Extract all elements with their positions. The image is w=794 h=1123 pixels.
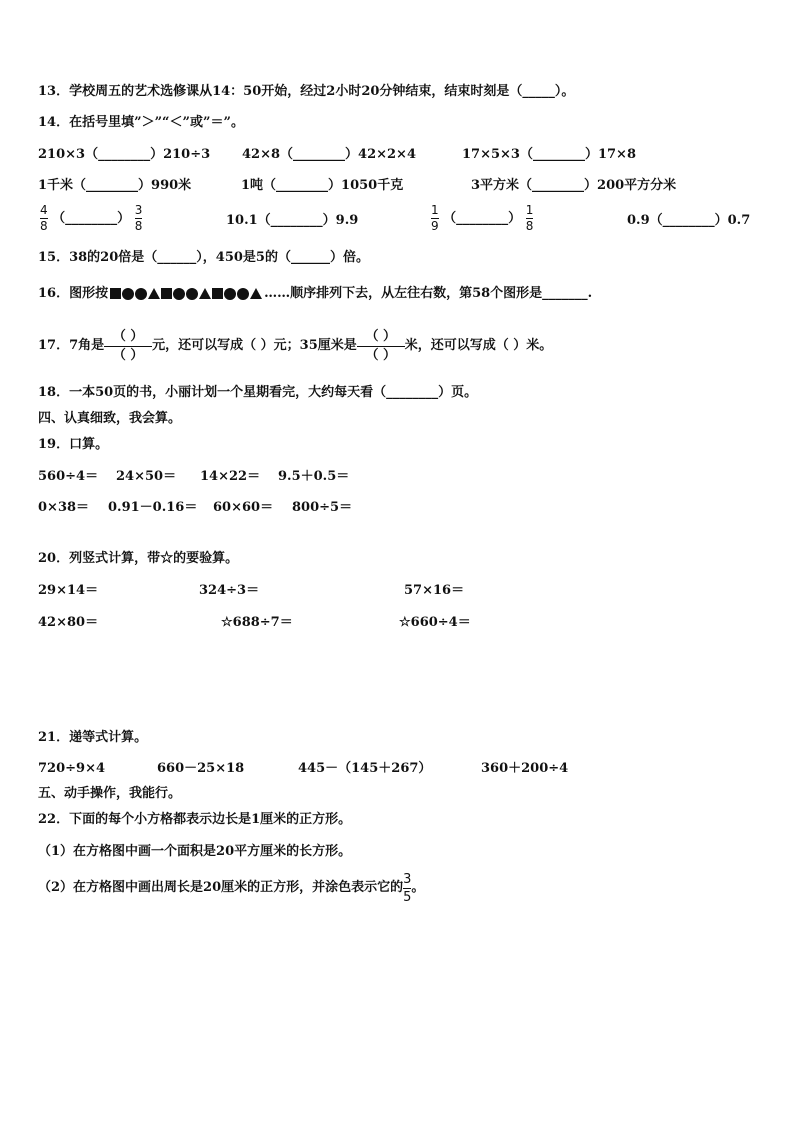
vertical-calc: 42×80＝ bbox=[38, 615, 99, 630]
question-13: 13．学校周五的艺术选修课从14：50开始，经过2小时20分钟结束，结束时刻是（_____）。 bbox=[38, 84, 575, 99]
square-shape-icon bbox=[212, 288, 223, 299]
step-calc: 660－25×18 bbox=[157, 761, 245, 776]
circle-shape-icon bbox=[237, 288, 249, 300]
oral-calc: 0.91－0.16＝ bbox=[108, 500, 198, 515]
triangle-shape-icon bbox=[250, 288, 262, 299]
fraction: $\frac{3}{8}$ bbox=[134, 203, 143, 233]
question-22-title: 22．下面的每个小方格都表示边长是1厘米的正方形。 bbox=[38, 812, 352, 827]
fraction: $\frac{1}{8}$ bbox=[525, 203, 534, 233]
step-calc: 445－（145＋267） bbox=[298, 761, 432, 776]
oral-calc: 14×22＝ bbox=[200, 469, 261, 484]
fraction-blank: （ ） （ ） bbox=[104, 328, 152, 365]
compare-item: 1千米（________）990米 bbox=[38, 178, 192, 193]
question-20-title: 20．列竖式计算，带☆的要验算。 bbox=[38, 551, 239, 566]
square-shape-icon bbox=[161, 288, 172, 299]
section-5-heading: 五、动手操作，我能行。 bbox=[38, 786, 182, 801]
compare-item: 17×5×3（________）17×8 bbox=[462, 147, 636, 162]
question-22-part-1: （1）在方格图中画一个面积是20平方厘米的长方形。 bbox=[38, 844, 352, 859]
oral-calc: 0×38＝ bbox=[38, 500, 90, 515]
section-4-heading: 四、认真细致，我会算。 bbox=[38, 411, 182, 426]
oral-calc: 9.5＋0.5＝ bbox=[278, 469, 350, 484]
compare-item: 3平方米（________）200平方分米 bbox=[471, 178, 677, 193]
triangle-shape-icon bbox=[148, 288, 160, 299]
fraction: $\frac{3}{5}$ bbox=[403, 871, 412, 905]
vertical-calc: ☆688÷7＝ bbox=[221, 615, 293, 630]
vertical-calc: 324÷3＝ bbox=[199, 583, 260, 598]
oral-calc: 560÷4＝ bbox=[38, 469, 99, 484]
question-21-title: 21．递等式计算。 bbox=[38, 730, 148, 745]
shape-sequence bbox=[110, 288, 262, 300]
circle-shape-icon bbox=[224, 288, 236, 300]
compare-item: 1吨（________）1050千克 bbox=[241, 178, 404, 193]
oral-calc: 24×50＝ bbox=[116, 469, 177, 484]
compare-item: 10.1（________）9.9 bbox=[226, 213, 359, 228]
triangle-shape-icon bbox=[199, 288, 211, 299]
question-18: 18．一本50页的书，小丽计划一个星期看完，大约每天看（________）页。 bbox=[38, 385, 478, 400]
circle-shape-icon bbox=[173, 288, 185, 300]
circle-shape-icon bbox=[122, 288, 134, 300]
vertical-calc: 29×14＝ bbox=[38, 583, 99, 598]
compare-fraction-a: $\frac{4}{8}$ （________） $\frac{3}{8}$ bbox=[40, 203, 143, 233]
vertical-calc: ☆660÷4＝ bbox=[399, 615, 471, 630]
step-calc: 720÷9×4 bbox=[38, 761, 106, 776]
question-16: 16．图形按 ……顺序排列下去，从左往右数，第58个图形是_______. bbox=[38, 286, 593, 301]
compare-item: 0.9（________）0.7 bbox=[627, 213, 751, 228]
circle-shape-icon bbox=[186, 288, 198, 300]
question-17: 17．7角是 （ ） （ ） 元，还可以写成（ ）元；35厘米是 （ ） （ ） 米，还可以写成（ ）米。 bbox=[38, 328, 553, 363]
square-shape-icon bbox=[110, 288, 121, 299]
compare-item: 210×3（________）210÷3 bbox=[38, 147, 211, 162]
vertical-calc: 57×16＝ bbox=[404, 583, 465, 598]
question-14-title: 14．在括号里填”＞”“＜”或”＝”。 bbox=[38, 115, 244, 130]
circle-shape-icon bbox=[135, 288, 147, 300]
question-15: 15．38的20倍是（______），450是5的（______）倍。 bbox=[38, 250, 369, 265]
question-22-part-2: （2）在方格图中画出周长是20厘米的正方形，并涂色表示它的 $\frac{3}{5}$ 。 bbox=[38, 871, 425, 905]
compare-fraction-c: $\frac{1}{9}$ （________） $\frac{1}{8}$ bbox=[431, 203, 534, 233]
oral-calc: 800÷5＝ bbox=[292, 500, 353, 515]
question-19-title: 19．口算。 bbox=[38, 437, 109, 452]
compare-item: 42×8（________）42×2×4 bbox=[242, 147, 416, 162]
oral-calc: 60×60＝ bbox=[213, 500, 274, 515]
fraction: $\frac{4}{8}$ bbox=[40, 203, 48, 233]
fraction: $\frac{1}{9}$ bbox=[431, 203, 439, 233]
step-calc: 360＋200÷4 bbox=[481, 761, 569, 776]
fraction-blank: （ ） （ ） bbox=[357, 328, 405, 365]
